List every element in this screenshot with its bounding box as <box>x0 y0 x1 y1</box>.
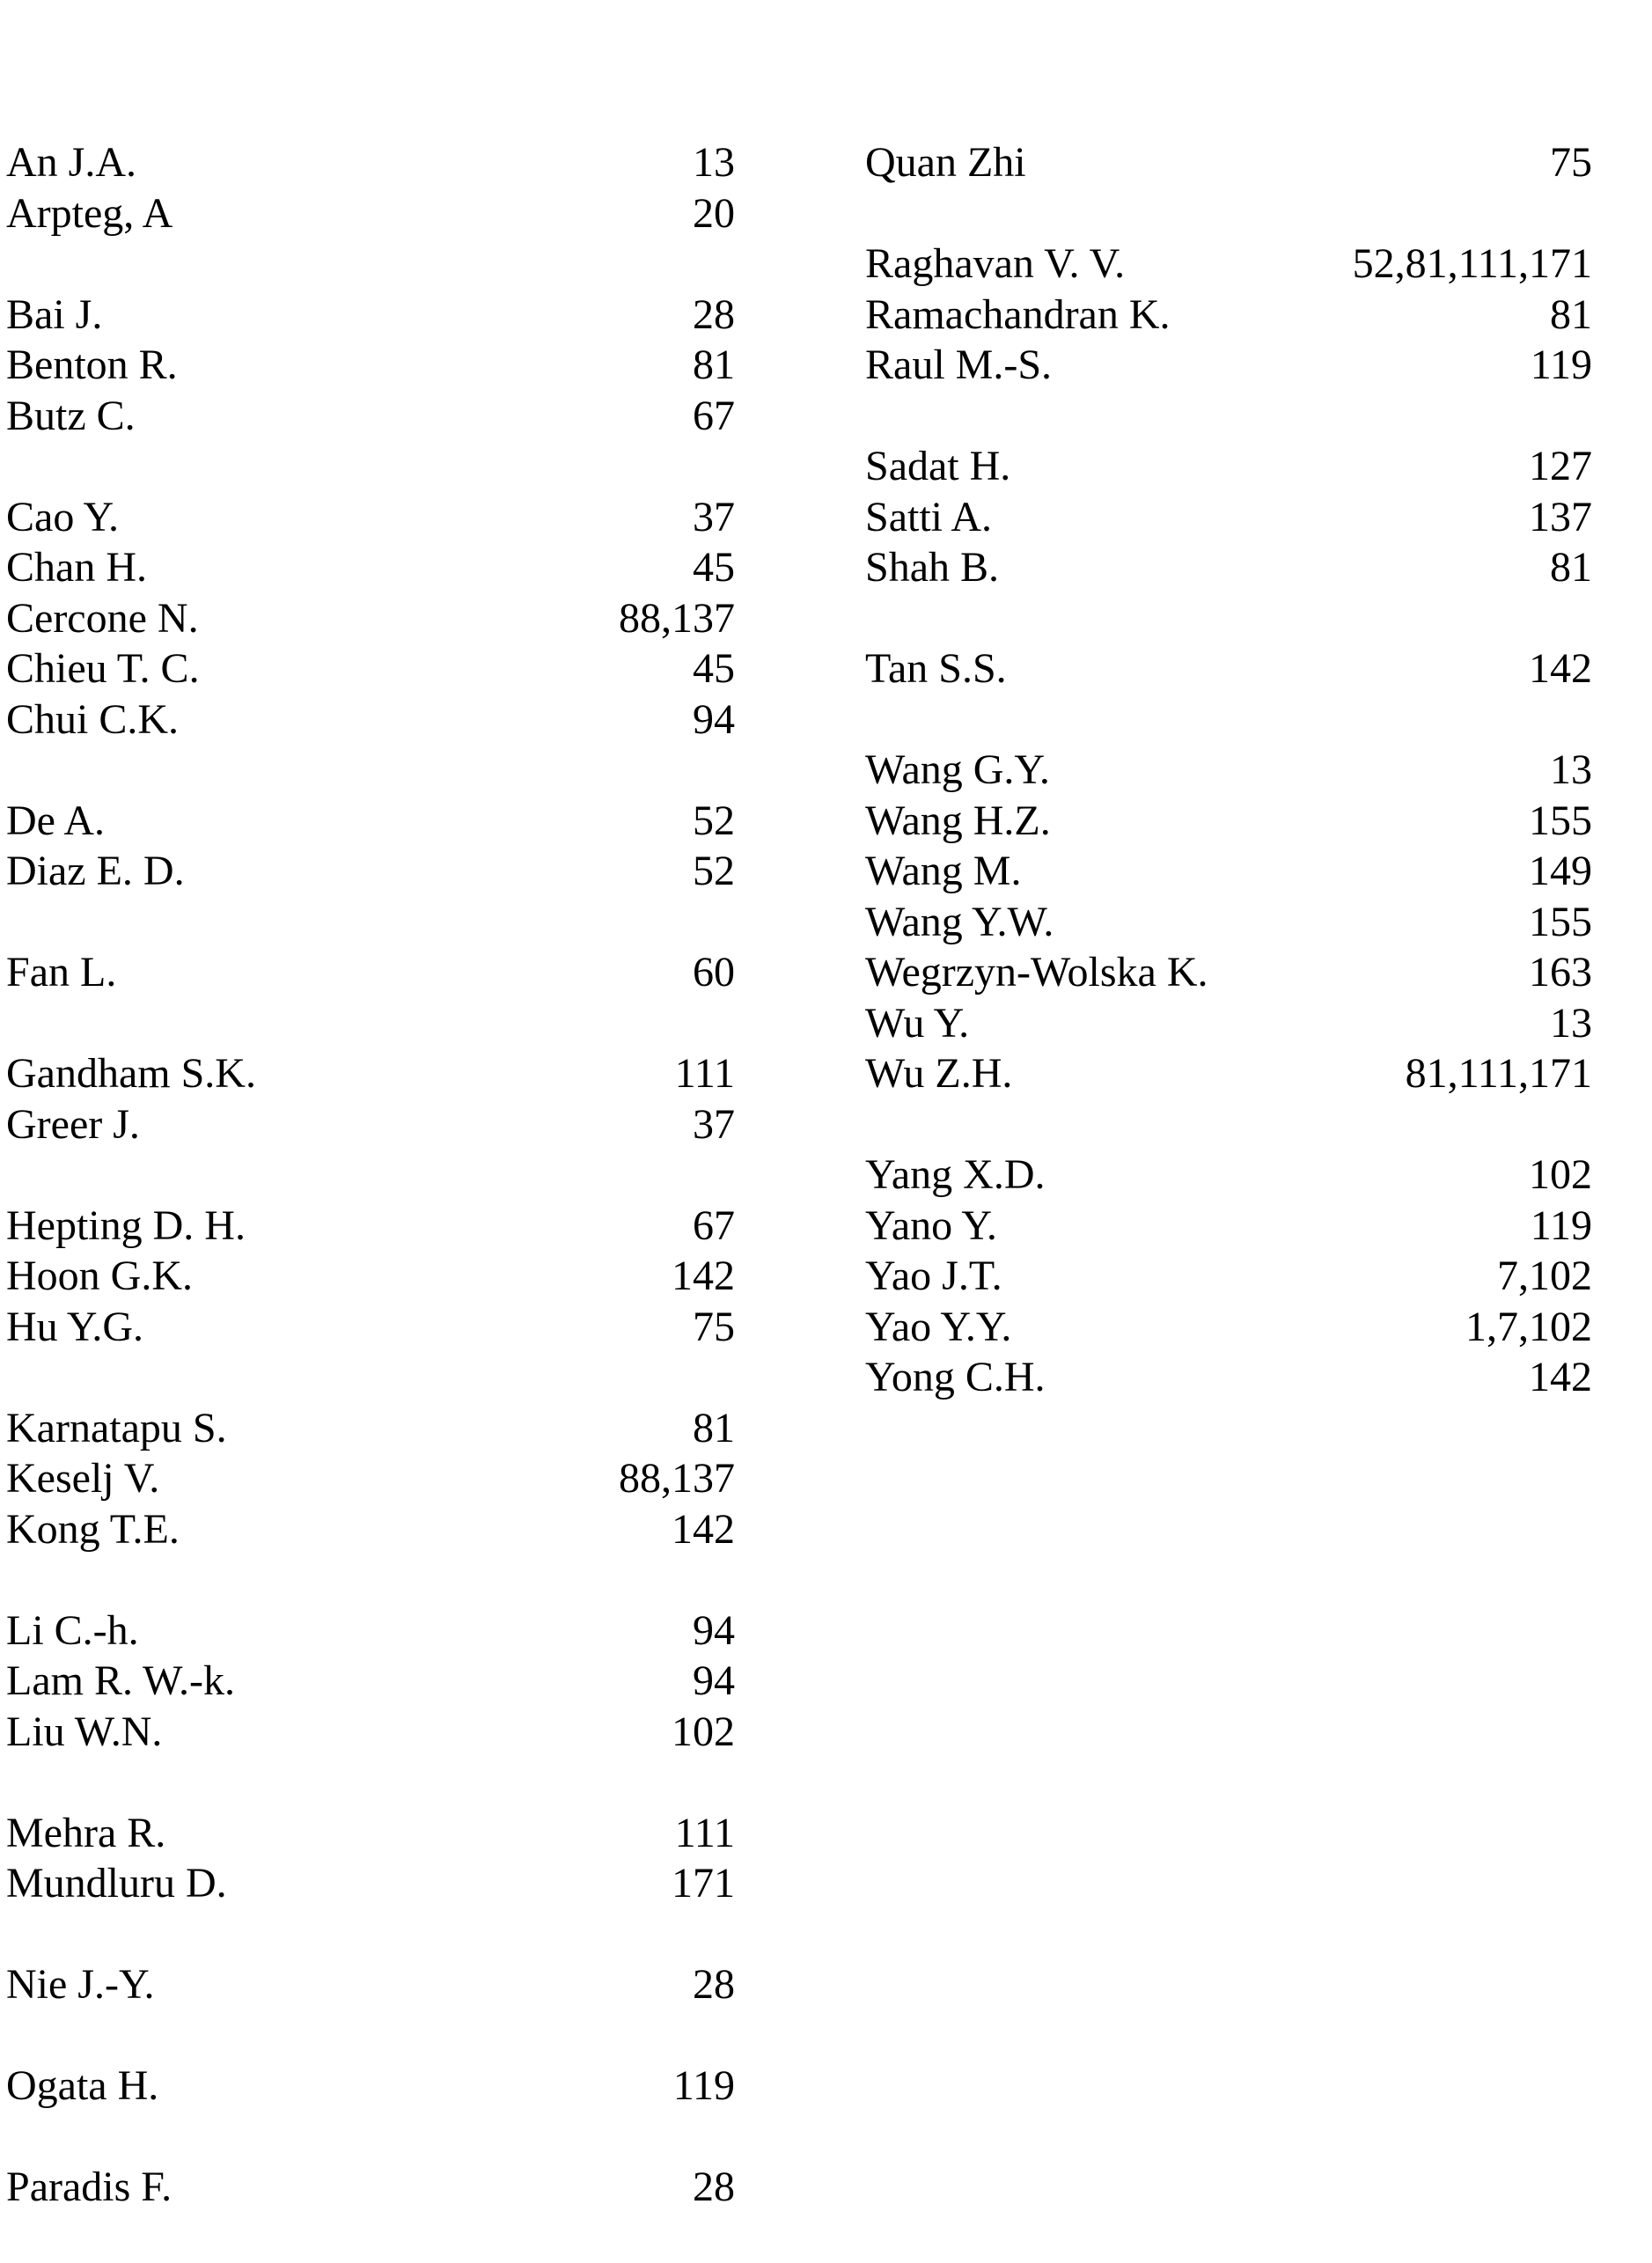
page-numbers: 45 <box>693 645 735 692</box>
page-numbers: 37 <box>693 493 735 540</box>
index-letter-group <box>6 2061 735 2112</box>
index-entry <box>6 492 735 543</box>
author-name: Wegrzyn-Wolska K. <box>865 949 1208 996</box>
author-name: Benton R. <box>6 342 178 388</box>
index-letter-group <box>6 1959 735 2010</box>
author-name: Hepting D. H. <box>6 1201 246 1249</box>
author-name: Hoon G.K. <box>6 1253 193 1299</box>
index-entry <box>865 745 1592 796</box>
page-numbers: 111 <box>674 1050 735 1097</box>
index-entry <box>6 1707 735 1758</box>
page-numbers: 81,111,171 <box>1405 1050 1592 1097</box>
page-numbers: 67 <box>693 1201 735 1249</box>
page-numbers: 13 <box>1550 999 1592 1047</box>
index-letter-group <box>6 947 735 998</box>
author-name: Cercone N. <box>6 594 199 642</box>
index-letter-group <box>6 1201 735 1353</box>
page-numbers: 45 <box>693 544 735 591</box>
author-name: Yao J.T. <box>865 1253 1002 1299</box>
author-name: Kong T.E. <box>6 1505 180 1553</box>
page-numbers: 149 <box>1529 848 1592 894</box>
author-name: Diaz E. D. <box>6 848 185 894</box>
author-name: Tan S.S. <box>865 645 1007 692</box>
index-letter-group <box>6 2162 735 2213</box>
author-name: Liu W.N. <box>6 1708 163 1755</box>
index-entry <box>6 290 735 341</box>
index-letter-group <box>6 1605 735 1758</box>
index-entry <box>6 1808 735 1859</box>
author-name: Bai J. <box>6 290 103 338</box>
author-name: Wang G.Y. <box>865 746 1050 793</box>
author-name: Gandham S.K. <box>6 1050 256 1097</box>
page-numbers: 75 <box>1550 139 1592 186</box>
page-numbers: 1,7,102 <box>1465 1303 1592 1350</box>
page-numbers: 142 <box>1529 1354 1592 1400</box>
author-name: Fan L. <box>6 949 117 996</box>
author-name: Wang H.Z. <box>865 797 1051 844</box>
index-entry <box>6 593 735 644</box>
index-entry <box>865 542 1592 593</box>
index-entry <box>6 1201 735 1252</box>
page-numbers: 60 <box>693 949 735 996</box>
page-numbers: 142 <box>672 1505 735 1553</box>
index-entry <box>865 340 1592 391</box>
index-entry <box>6 846 735 897</box>
page-numbers: 20 <box>693 189 735 237</box>
index-entry <box>865 846 1592 897</box>
author-name: Sadat H. <box>865 443 1011 489</box>
index-letter-group <box>865 643 1592 694</box>
index-entry <box>6 2061 735 2112</box>
index-letter-group <box>865 1150 1592 1403</box>
author-name: Lam R. W.-k. <box>6 1657 235 1704</box>
index-letter-group <box>6 1048 735 1150</box>
author-name: Wang M. <box>865 848 1022 894</box>
index-letter-group <box>6 137 735 239</box>
page-numbers: 52,81,111,171 <box>1352 240 1592 287</box>
page-numbers: 81 <box>1550 290 1592 338</box>
index-entry <box>865 1201 1592 1252</box>
index-entry <box>865 1251 1592 1302</box>
index-entry <box>6 1656 735 1707</box>
author-name: Ramachandran K. <box>865 290 1171 338</box>
index-entry <box>6 1959 735 2010</box>
index-entry <box>865 1352 1592 1403</box>
index-entry <box>6 643 735 694</box>
index-entry <box>865 947 1592 998</box>
index-entry <box>6 1403 735 1454</box>
page-numbers: 155 <box>1529 797 1592 844</box>
page-numbers: 94 <box>693 695 735 743</box>
index-entry <box>6 1251 735 1302</box>
author-name: Greer J. <box>6 1100 140 1148</box>
index-entry <box>865 290 1592 341</box>
index-entry <box>865 796 1592 847</box>
index-entry <box>865 643 1592 694</box>
index-letter-group <box>6 1403 735 1555</box>
author-name: Hu Y.G. <box>6 1303 144 1350</box>
index-entry <box>6 1858 735 1909</box>
author-name: Wu Z.H. <box>865 1050 1013 1097</box>
index-entry <box>6 694 735 746</box>
index-entry <box>865 998 1592 1049</box>
page-numbers: 28 <box>693 290 735 338</box>
page-numbers: 155 <box>1529 898 1592 945</box>
index-entry <box>6 1453 735 1504</box>
author-name: Yong C.H. <box>865 1354 1046 1400</box>
author-name: Ogata H. <box>6 2062 159 2109</box>
index-entry <box>865 897 1592 948</box>
author-name: Chui C.K. <box>6 695 180 743</box>
index-entry <box>6 391 735 442</box>
page-numbers: 94 <box>693 1657 735 1704</box>
index-entry <box>6 1605 735 1657</box>
author-name: Raul M.-S. <box>865 342 1053 388</box>
author-name: Satti A. <box>865 493 993 540</box>
author-name: De A. <box>6 797 105 844</box>
page-numbers: 171 <box>672 1860 735 1907</box>
index-entry <box>6 340 735 391</box>
index-entry <box>6 137 735 188</box>
index-entry <box>865 1150 1592 1201</box>
author-name: Butz C. <box>6 392 136 439</box>
page-numbers: 28 <box>693 1961 735 2008</box>
index-entry <box>6 1099 735 1150</box>
author-name: Yao Y.Y. <box>865 1303 1012 1350</box>
index-letter-group <box>6 1808 735 1909</box>
index-entry <box>6 2162 735 2213</box>
author-name: Cao Y. <box>6 493 120 540</box>
index-letter-group <box>6 492 735 746</box>
page-numbers: 37 <box>693 1100 735 1148</box>
page-numbers: 102 <box>1529 1151 1592 1198</box>
index-entry <box>6 796 735 847</box>
page-numbers: 28 <box>693 2164 735 2210</box>
author-name: Yano Y. <box>865 1201 997 1249</box>
author-name: Wu Y. <box>865 999 970 1047</box>
author-name: Li C.-h. <box>6 1606 139 1654</box>
index-entry <box>865 492 1592 543</box>
page-numbers: 88,137 <box>619 594 735 642</box>
author-name: Paradis F. <box>6 2164 173 2210</box>
author-name: An J.A. <box>6 139 137 186</box>
index-letter-group <box>865 745 1592 1099</box>
page-numbers: 88,137 <box>619 1455 735 1502</box>
author-name: Shah B. <box>865 544 1000 591</box>
page-numbers: 142 <box>672 1253 735 1299</box>
page-numbers: 119 <box>1530 1201 1592 1249</box>
author-name: Keselj V. <box>6 1455 160 1502</box>
author-index-left-column <box>6 137 735 2263</box>
index-entry <box>865 1048 1592 1099</box>
page-numbers: 67 <box>693 392 735 439</box>
index-entry <box>865 137 1592 188</box>
index-entry <box>6 188 735 239</box>
index-letter-group <box>865 137 1592 188</box>
index-letter-group <box>6 796 735 897</box>
page-numbers: 119 <box>672 2062 735 2109</box>
page-numbers: 81 <box>693 342 735 388</box>
page-numbers: 94 <box>693 1606 735 1654</box>
author-name: Chan H. <box>6 544 147 591</box>
page-numbers: 81 <box>1550 544 1592 591</box>
index-entry <box>6 1504 735 1555</box>
index-entry <box>6 1302 735 1353</box>
author-name: Wang Y.W. <box>865 898 1054 945</box>
author-name: Karnatapu S. <box>6 1404 227 1451</box>
page-numbers: 7,102 <box>1497 1253 1592 1299</box>
author-name: Chieu T. C. <box>6 645 200 692</box>
author-name: Quan Zhi <box>865 139 1026 186</box>
index-entry <box>6 1048 735 1099</box>
page-numbers: 111 <box>674 1809 735 1856</box>
page-numbers: 119 <box>1530 342 1592 388</box>
author-name: Nie J.-Y. <box>6 1961 155 2008</box>
page-numbers: 13 <box>1550 746 1592 793</box>
page-numbers: 52 <box>693 797 735 844</box>
page-numbers: 163 <box>1529 949 1592 996</box>
page-numbers: 13 <box>693 139 735 186</box>
index-entry <box>865 239 1592 290</box>
author-name: Mehra R. <box>6 1809 166 1856</box>
author-index-right-column <box>865 137 1592 1453</box>
page-numbers: 102 <box>672 1708 735 1755</box>
author-name: Raghavan V. V. <box>865 240 1126 287</box>
index-letter-group <box>865 441 1592 593</box>
index-letter-group <box>6 290 735 442</box>
author-name: Arpteg, A <box>6 189 173 237</box>
page-numbers: 127 <box>1529 443 1592 489</box>
page-numbers: 142 <box>1529 645 1592 692</box>
index-entry <box>865 1302 1592 1353</box>
page-numbers: 52 <box>693 848 735 894</box>
page-numbers: 81 <box>693 1404 735 1451</box>
page-numbers: 75 <box>693 1303 735 1350</box>
index-entry <box>865 441 1592 492</box>
author-name: Mundluru D. <box>6 1860 227 1907</box>
page-numbers: 137 <box>1529 493 1592 540</box>
index-letter-group <box>865 239 1592 391</box>
index-entry <box>6 542 735 593</box>
author-name: Yang X.D. <box>865 1151 1046 1198</box>
index-entry <box>6 947 735 998</box>
